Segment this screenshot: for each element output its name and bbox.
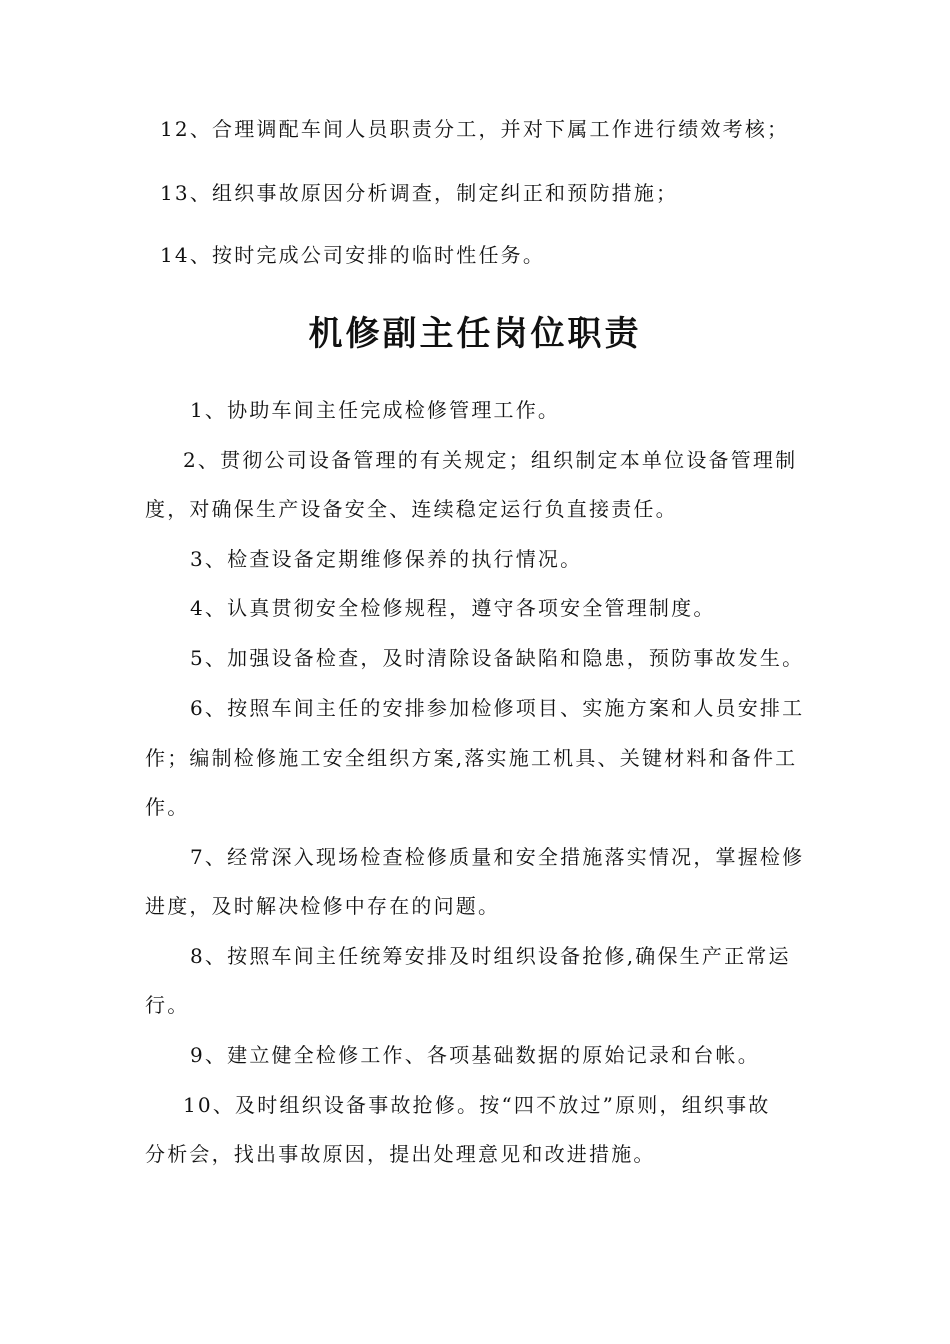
item-9-line-1: 9、建立健全检修工作、各项基础数据的原始记录和台帐。 [190, 1043, 760, 1067]
item-2-line-1: 2、贯彻公司设备管理的有关规定；组织制定本单位设备管理制 [183, 448, 798, 472]
item-3-line-1: 3、检查设备定期维修保养的执行情况。 [190, 547, 583, 571]
item-8-line-2: 行。 [145, 993, 190, 1017]
prev-item-13: 13、组织事故原因分析调查，制定纠正和预防措施； [160, 181, 679, 205]
item-10-line-1: 10、及时组织设备事故抢修。按“四不放过”原则，组织事故 [183, 1093, 771, 1117]
prev-item-14: 14、按时完成公司安排的临时性任务。 [160, 243, 546, 267]
item-7-line-2: 进度，及时解决检修中存在的问题。 [145, 894, 501, 918]
prev-item-12: 12、合理调配车间人员职责分工，并对下属工作进行绩效考核； [160, 117, 790, 141]
item-6-line-3: 作。 [145, 795, 190, 819]
item-6-line-2: 作；编制检修施工安全组织方案,落实施工机具、关键材料和备件工 [145, 746, 798, 770]
item-7-line-1: 7、经常深入现场检查检修质量和安全措施落实情况，掌握检修 [190, 845, 805, 869]
item-6-line-1: 6、按照车间主任的安排参加检修项目、实施方案和人员安排工 [190, 696, 805, 720]
item-5-line-1: 5、加强设备检查，及时清除设备缺陷和隐患，预防事故发生。 [190, 646, 805, 670]
page-title: 机修副主任岗位职责 [308, 314, 642, 354]
item-10-line-2: 分析会，找出事故原因，提出处理意见和改进措施。 [145, 1142, 656, 1166]
item-2-line-2: 度，对确保生产设备安全、连续稳定运行负直接责任。 [145, 497, 678, 521]
item-4-line-1: 4、认真贯彻安全检修规程，遵守各项安全管理制度。 [190, 596, 716, 620]
item-1-line-1: 1、协助车间主任完成检修管理工作。 [190, 398, 561, 422]
item-8-line-1: 8、按照车间主任统筹安排及时组织设备抢修,确保生产正常运 [190, 944, 791, 968]
